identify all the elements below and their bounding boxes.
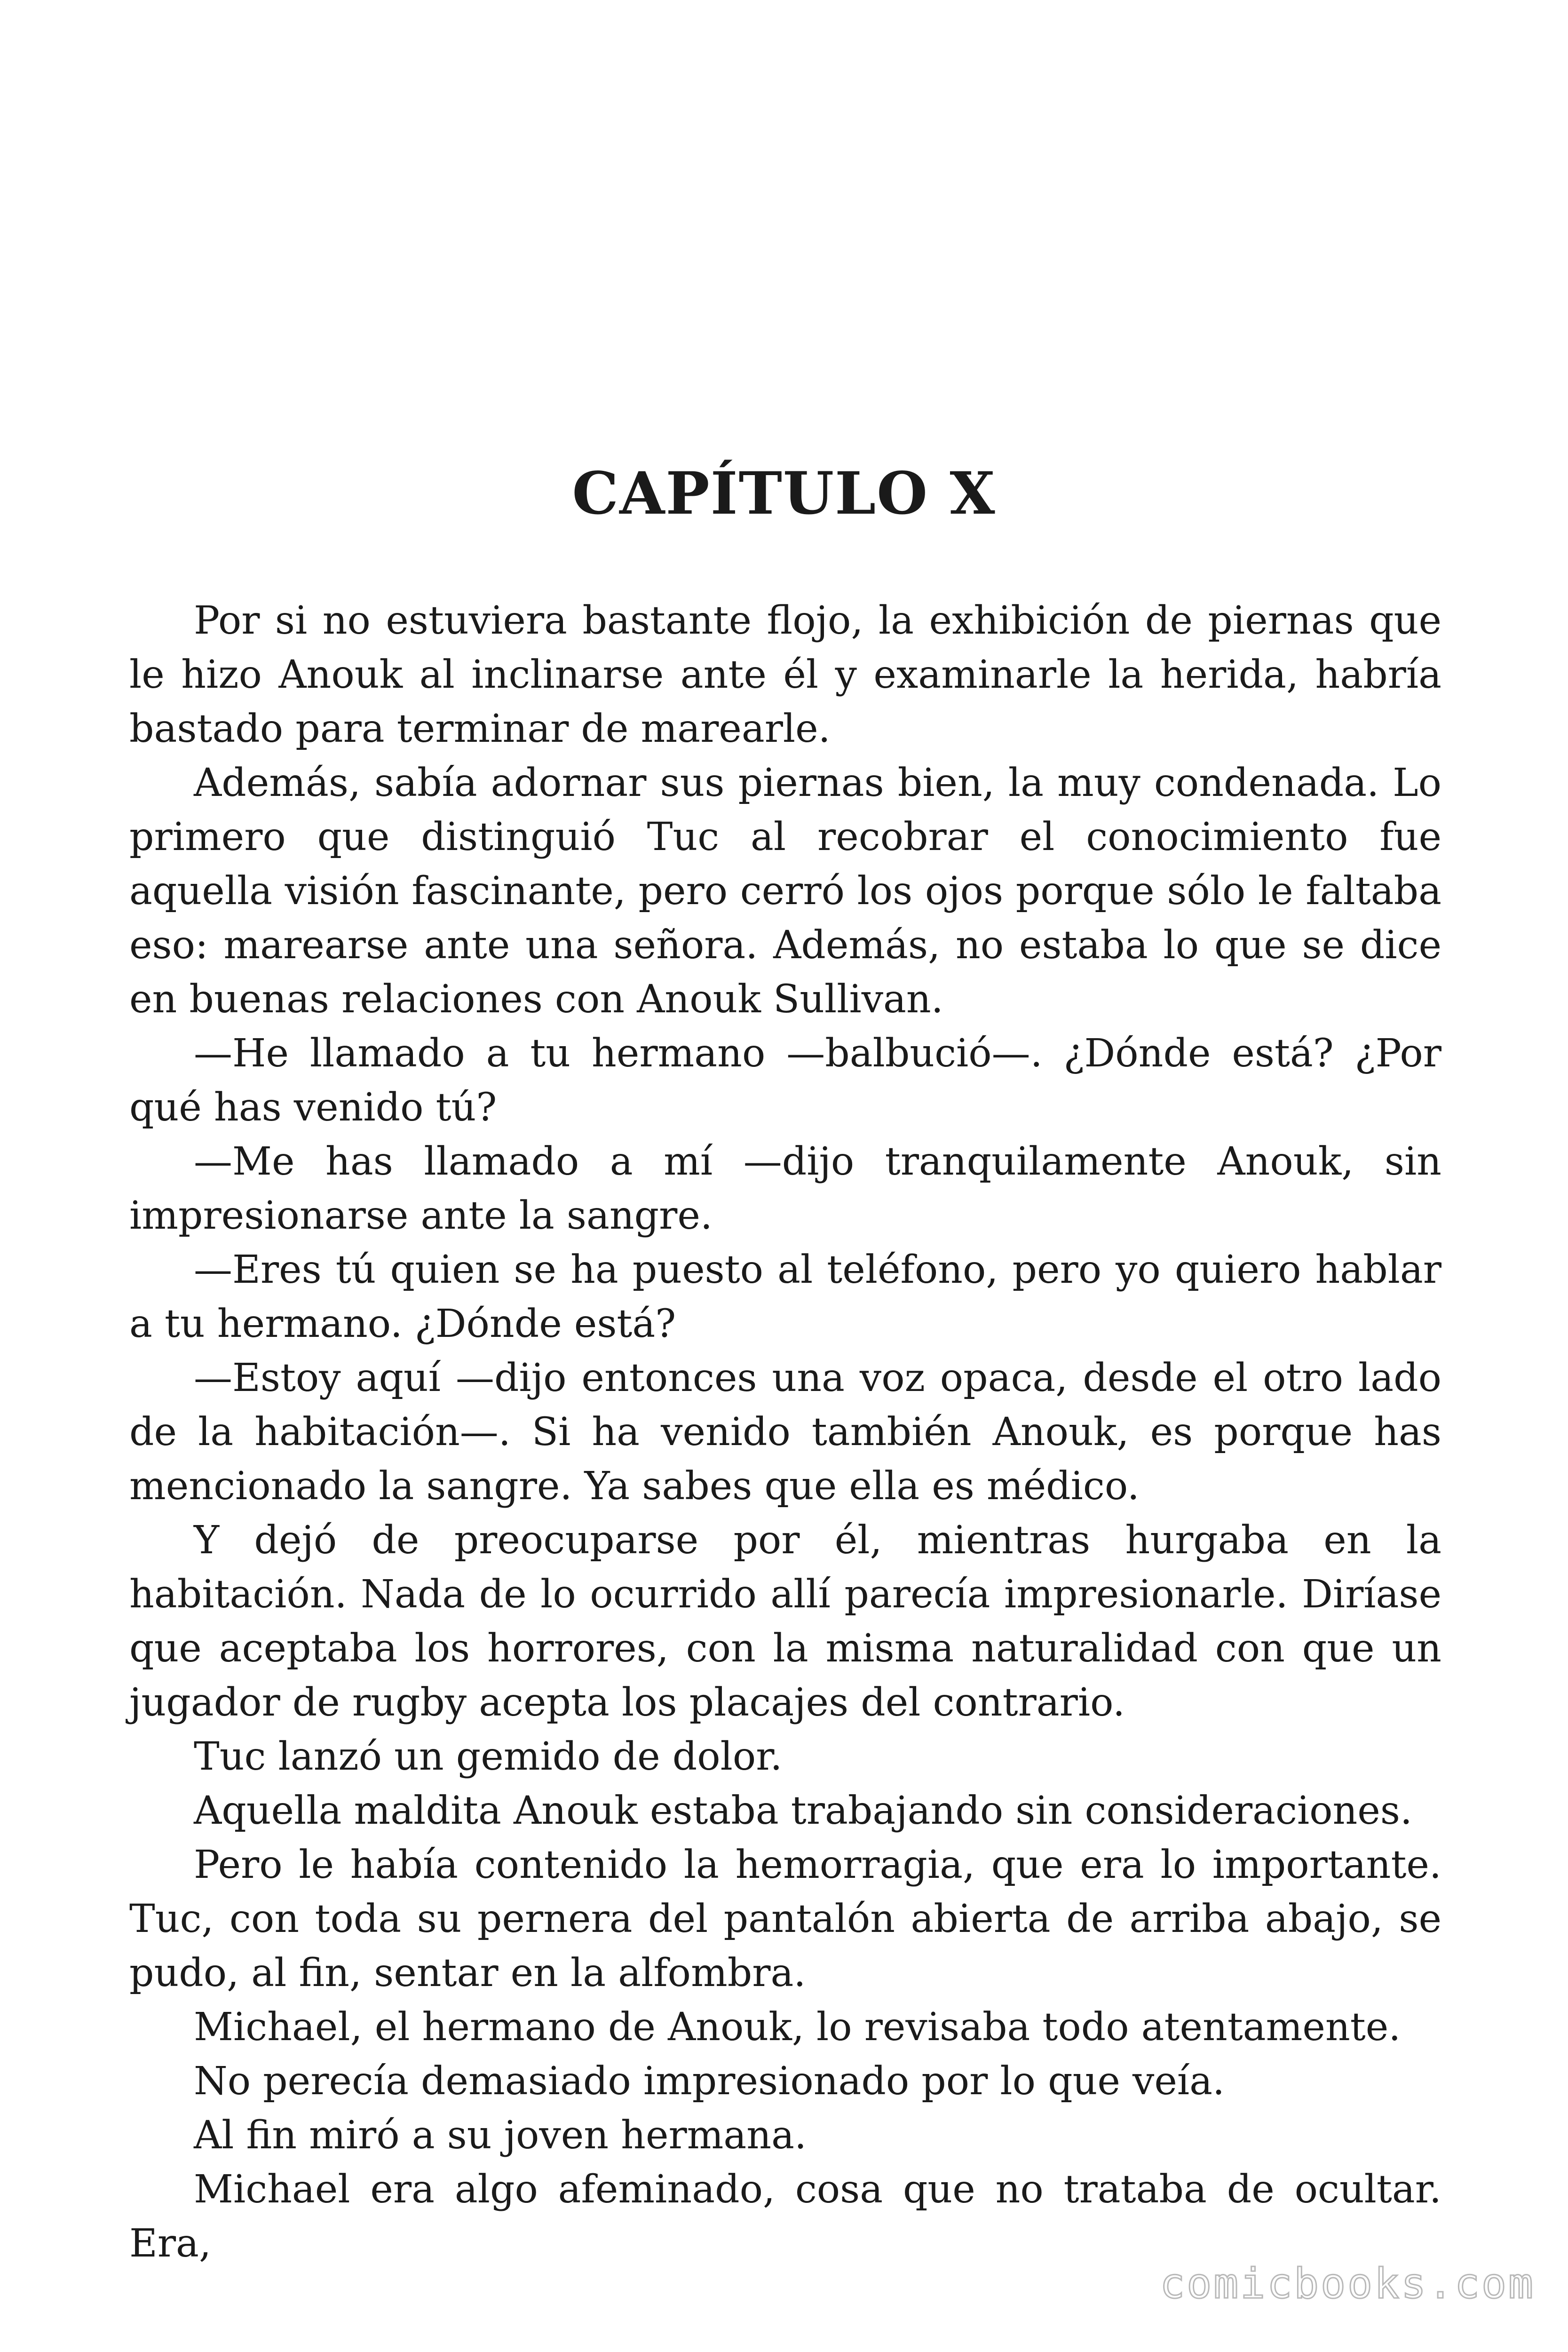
paragraph-last: Michael era algo afeminado, cosa que no trataba de ocultar. Era, [129, 2167, 1441, 2266]
paragraph: —Estoy aquí —dijo entonces una voz opaca, desde el otro lado de la habitación—. Si ha venido también Anouk, es porque has mencionado la sangre. Ya sabes que ella es médico. [129, 1356, 1441, 1509]
paragraph: —Eres tú quien se ha puesto al teléfono, pero yo quiero hablar a tu hermano. ¿Dónde está? [129, 1248, 1441, 1346]
paragraph: Tuc lanzó un gemido de dolor. [194, 1734, 783, 1779]
paragraph: —He llamado a tu hermano —balbució—. ¿Dónde está? ¿Por qué has venido tú? [129, 1031, 1441, 1130]
paragraph: No perecía demasiado impresionado por lo que veía. [194, 2059, 1225, 2104]
chapter-title: CAPÍTULO X [572, 460, 996, 528]
paragraph: Además, sabía adornar sus piernas bien, la muy condenada. Lo primero que distinguió Tuc al recobrar el conocimiento fue aquella visión fascinante, pero cerró los ojos porque sólo le faltaba eso: marearse ante una señora. Además, no estaba lo que se dice en buenas relaciones con Anouk Sullivan. [129, 761, 1441, 1022]
paragraph: —Me has llamado a mí —dijo tranquilamente Anouk, sin impresionarse ante la sangre. [129, 1139, 1441, 1238]
paragraph: Pero le había contenido la hemorragia, que era lo importante. Tuc, con toda su pernera del pantalón abierta de arriba abajo, se pudo, al fin, sentar en la alfombra. [129, 1843, 1441, 1995]
watermark: comicbooks.com [1160, 2259, 1535, 2308]
paragraph: Michael, el hermano de Anouk, lo revisaba todo atentamente. [194, 2005, 1401, 2050]
paragraph: Por si no estuviera bastante flojo, la exhibición de piernas que le hizo Anouk al inclinarse ante él y examinarle la herida, habría bastado para terminar de marearle. [129, 598, 1441, 751]
paragraph: Aquella maldita Anouk estaba trabajando sin consideraciones. [194, 1788, 1412, 1833]
paragraph: Y dejó de preocuparse por él, mientras hurgaba en la habitación. Nada de lo ocurrido allí parecía impresionarle. Diríase que aceptaba los horrores, con la misma naturalidad con que un jugador de rugby acepta los placajes del contrario. [129, 1518, 1441, 1725]
chapter-body [129, 594, 1441, 2271]
paragraph: Al fin miró a su joven hermana. [194, 2113, 807, 2158]
